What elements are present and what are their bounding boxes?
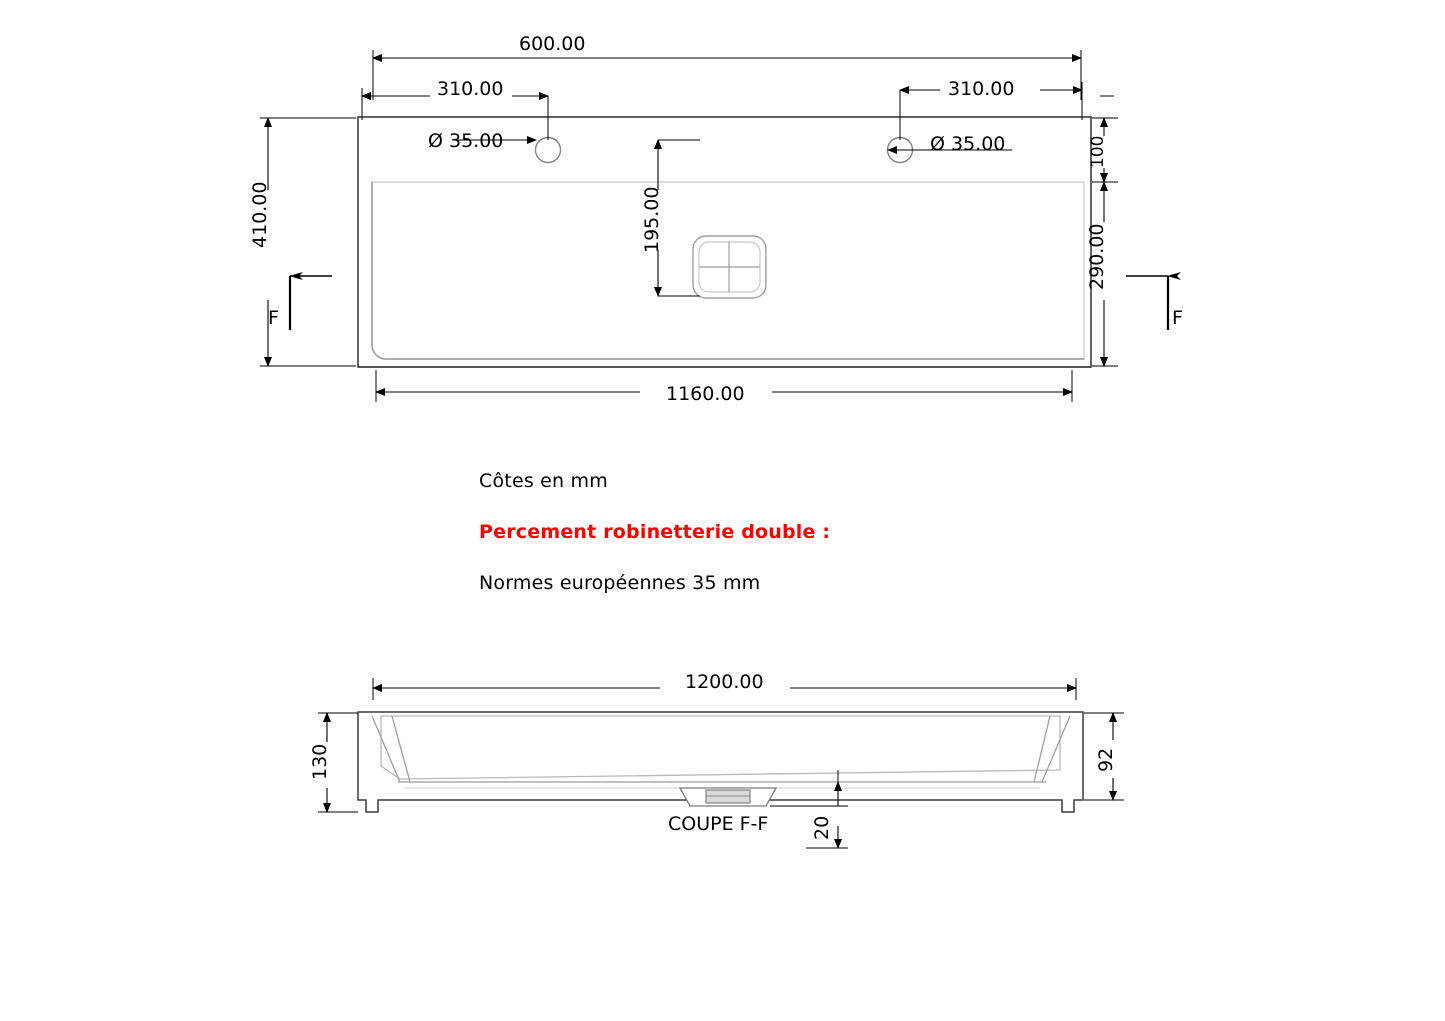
label-inner-depth: 290.00 — [1086, 223, 1108, 290]
section-mark-left — [290, 276, 332, 330]
label-overall-width: 1160.00 — [666, 383, 745, 405]
section-view-geometry — [358, 712, 1083, 812]
note-standard: Normes européennes 35 mm — [479, 572, 761, 594]
label-tap-left-offset: 310.00 — [437, 78, 504, 100]
label-drain-offset: 195.00 — [641, 186, 663, 253]
label-tap-spacing: 600.00 — [519, 33, 586, 55]
note-drilling: Percement robinetterie double : — [479, 521, 831, 543]
note-units: Côtes en mm — [479, 470, 608, 492]
label-section-height-left: 130 — [309, 743, 331, 780]
notes-block — [479, 470, 1079, 623]
label-tap-diameter-right: Ø 35.00 — [930, 133, 1006, 155]
label-section-mark-left: F — [268, 307, 279, 329]
section-mark-right — [1126, 276, 1168, 330]
label-drain-height: 20 — [811, 815, 833, 840]
label-tap-diameter-left: Ø 35.00 — [428, 130, 504, 152]
label-section-height-right: 92 — [1095, 747, 1117, 772]
label-tap-right-offset: 310.00 — [948, 78, 1015, 100]
label-section-mark-right: F — [1172, 307, 1183, 329]
label-section-length: 1200.00 — [685, 671, 764, 693]
label-edge-top: 100 — [1088, 135, 1108, 168]
section-view-title: COUPE F-F — [668, 813, 769, 835]
label-overall-depth: 410.00 — [249, 181, 271, 248]
